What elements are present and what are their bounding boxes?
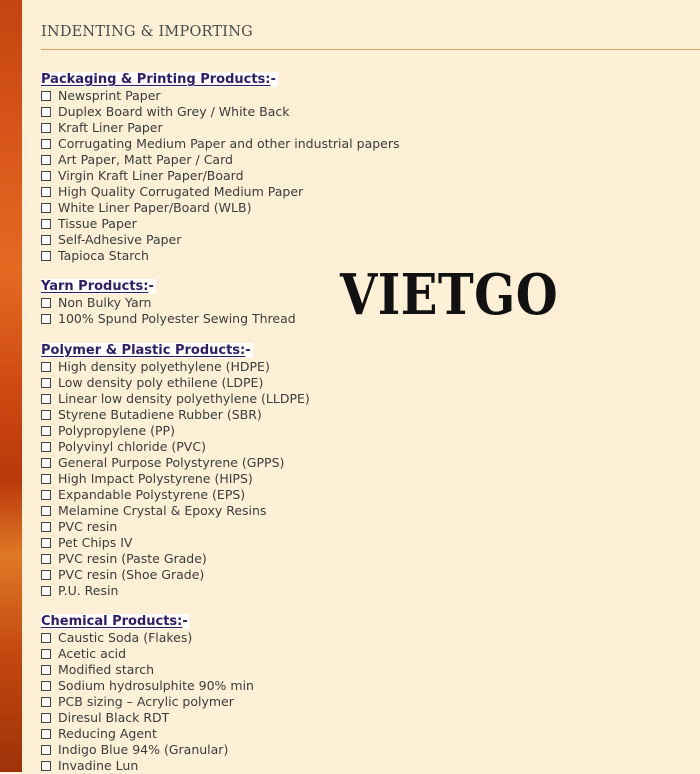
section-heading-label: Yarn Products:: [41, 279, 149, 294]
list-item: Tissue Paper: [41, 216, 400, 232]
checkbox-icon: [41, 474, 51, 484]
checkbox-icon: [41, 410, 51, 420]
list-item: Corrugating Medium Paper and other industrial papers: [41, 136, 400, 152]
list-item: Linear low density polyethylene (LLDPE): [41, 391, 310, 407]
checkbox-icon: [41, 713, 51, 723]
checkbox-icon: [41, 649, 51, 659]
checkbox-icon: [41, 761, 51, 771]
list-item: Caustic Soda (Flakes): [41, 630, 254, 646]
list-item: High density polyethylene (HDPE): [41, 359, 310, 375]
list-item: Duplex Board with Grey / White Back: [41, 104, 400, 120]
section-heading: Packaging & Printing Products:-: [41, 72, 276, 87]
checkbox-icon: [41, 91, 51, 101]
section-heading-label: Packaging & Printing Products:: [41, 72, 271, 87]
section-heading-label: Polymer & Plastic Products:: [41, 343, 246, 358]
checkbox-icon: [41, 378, 51, 388]
list-item: Newsprint Paper: [41, 88, 400, 104]
checkbox-icon: [41, 251, 51, 261]
list-item: 100% Spund Polyester Sewing Thread: [41, 311, 296, 327]
checkbox-icon: [41, 570, 51, 580]
list-item: Acetic acid: [41, 646, 254, 662]
list-item: Polypropylene (PP): [41, 423, 310, 439]
list-item: PCB sizing – Acrylic polymer: [41, 694, 254, 710]
checkbox-icon: [41, 155, 51, 165]
section-yarn: [41, 279, 296, 327]
list-item: Kraft Liner Paper: [41, 120, 400, 136]
section-packaging: [41, 72, 400, 264]
list-item: Modified starch: [41, 662, 254, 678]
section-heading-label: Chemical Products:: [41, 614, 183, 629]
list-item: Pet Chips IV: [41, 535, 310, 551]
checkbox-icon: [41, 538, 51, 548]
checkbox-icon: [41, 314, 51, 324]
list-item: PVC resin (Paste Grade): [41, 551, 310, 567]
checkbox-icon: [41, 362, 51, 372]
section-heading: Yarn Products:-: [41, 279, 154, 294]
section-heading: Polymer & Plastic Products:-: [41, 343, 251, 358]
list-item: Non Bulky Yarn: [41, 295, 296, 311]
checkbox-icon: [41, 139, 51, 149]
section-heading: Chemical Products:-: [41, 614, 188, 629]
checkbox-icon: [41, 235, 51, 245]
checkbox-icon: [41, 107, 51, 117]
checkbox-icon: [41, 458, 51, 468]
checkbox-icon: [41, 522, 51, 532]
checkbox-icon: [41, 729, 51, 739]
list-item: PVC resin (Shoe Grade): [41, 567, 310, 583]
checkbox-icon: [41, 219, 51, 229]
list-item: Tapioca Starch: [41, 248, 400, 264]
content-panel: [22, 0, 700, 772]
list-item: General Purpose Polystyrene (GPPS): [41, 455, 310, 471]
list-item: Invadine Lun: [41, 758, 254, 774]
section-chemical: [41, 614, 254, 774]
list-item: High Impact Polystyrene (HIPS): [41, 471, 310, 487]
list-item: Virgin Kraft Liner Paper/Board: [41, 168, 400, 184]
list-item: White Liner Paper/Board (WLB): [41, 200, 400, 216]
list-item: Polyvinyl chloride (PVC): [41, 439, 310, 455]
list-item: Reducing Agent: [41, 726, 254, 742]
list-item: Melamine Crystal & Epoxy Resins: [41, 503, 310, 519]
checkbox-icon: [41, 586, 51, 596]
title-divider: [41, 49, 700, 50]
list-item: Indigo Blue 94% (Granular): [41, 742, 254, 758]
checkbox-icon: [41, 171, 51, 181]
checkbox-icon: [41, 681, 51, 691]
list-item: P.U. Resin: [41, 583, 310, 599]
checkbox-icon: [41, 298, 51, 308]
list-item: High Quality Corrugated Medium Paper: [41, 184, 400, 200]
list-item: Self-Adhesive Paper: [41, 232, 400, 248]
list-item: Styrene Butadiene Rubber (SBR): [41, 407, 310, 423]
list-item: Diresul Black RDT: [41, 710, 254, 726]
list-item: Art Paper, Matt Paper / Card: [41, 152, 400, 168]
list-item: Expandable Polystyrene (EPS): [41, 487, 310, 503]
checkbox-icon: [41, 394, 51, 404]
checkbox-icon: [41, 697, 51, 707]
list-item: PVC resin: [41, 519, 310, 535]
sunset-background: [0, 0, 22, 772]
checkbox-icon: [41, 665, 51, 675]
page-title: INDENTING & IMPORTING: [41, 24, 253, 40]
checkbox-icon: [41, 187, 51, 197]
vietgo-watermark: VIETGO: [340, 262, 559, 328]
checkbox-icon: [41, 490, 51, 500]
checkbox-icon: [41, 745, 51, 755]
checkbox-icon: [41, 426, 51, 436]
section-polymer: [41, 343, 310, 599]
checkbox-icon: [41, 203, 51, 213]
checkbox-icon: [41, 554, 51, 564]
checkbox-icon: [41, 123, 51, 133]
checkbox-icon: [41, 442, 51, 452]
list-item: Low density poly ethilene (LDPE): [41, 375, 310, 391]
list-item: Sodium hydrosulphite 90% min: [41, 678, 254, 694]
checkbox-icon: [41, 633, 51, 643]
checkbox-icon: [41, 506, 51, 516]
